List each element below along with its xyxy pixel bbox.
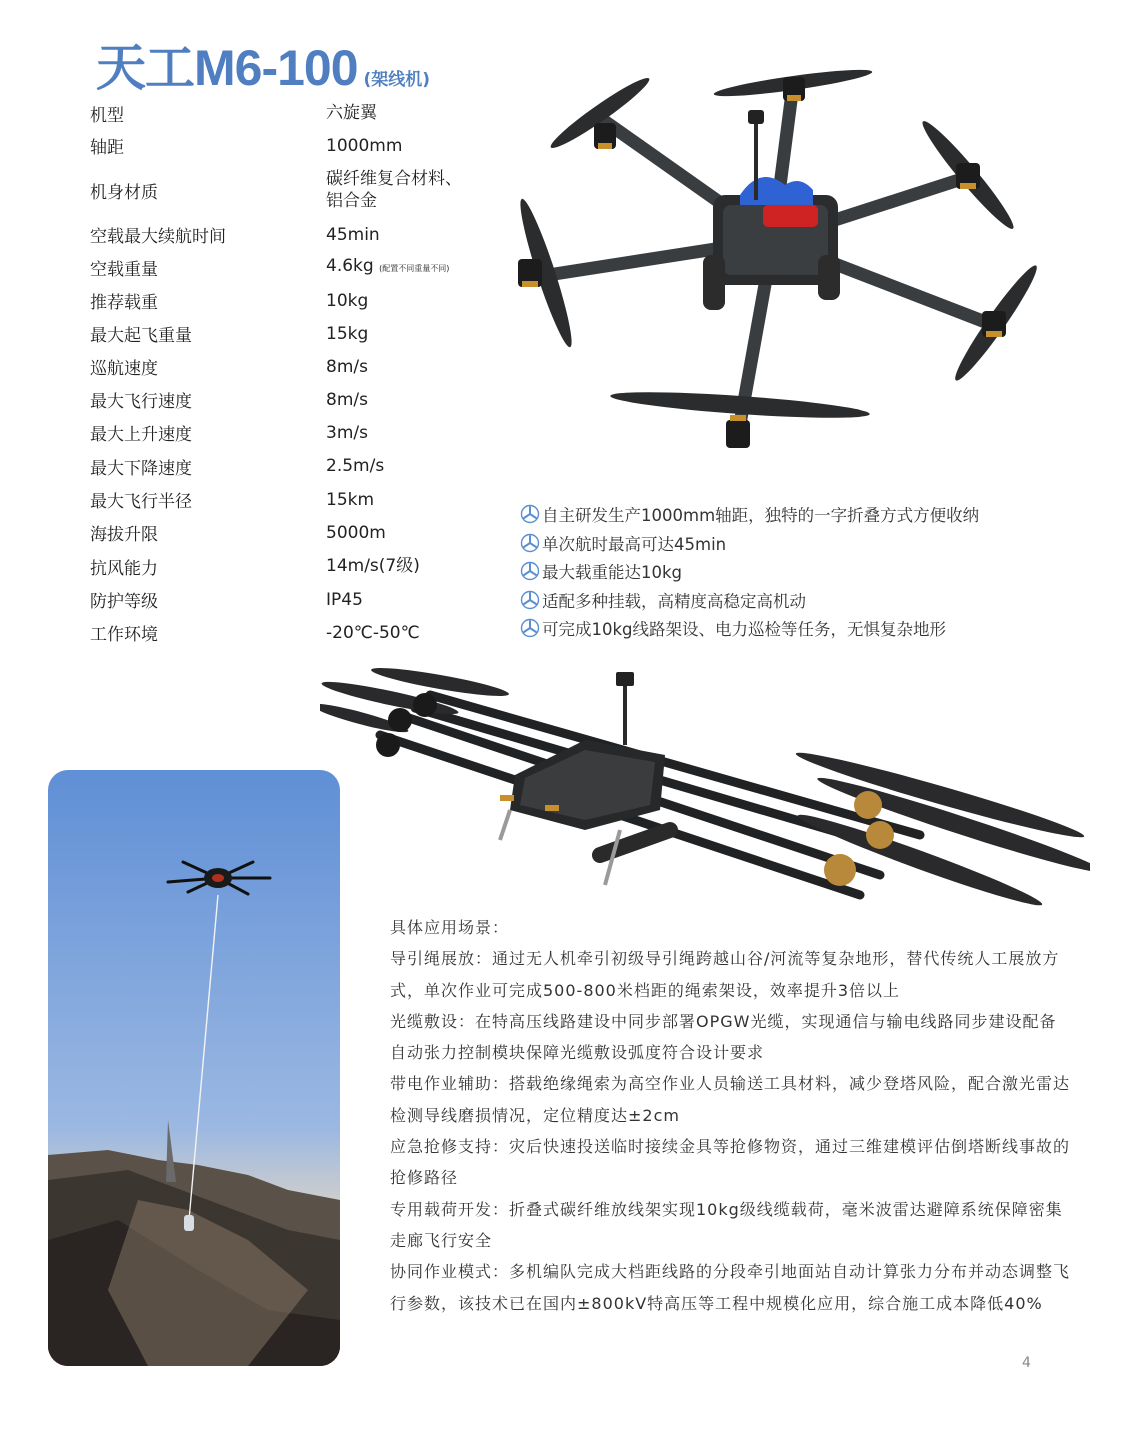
product-title <box>96 28 430 100</box>
spec-value: 8m/s <box>326 356 368 377</box>
application-scenarios <box>390 912 1070 1319</box>
spec-value: 3m/s <box>326 422 368 443</box>
spec-value: 45min <box>326 224 380 245</box>
spec-row <box>90 616 510 649</box>
spec-key: 机型 <box>90 105 124 126</box>
hexacopter-top-view-image <box>508 65 1038 465</box>
spec-row <box>90 317 510 350</box>
spec-row <box>90 350 510 383</box>
spec-row <box>90 97 510 129</box>
app-item: 应急抢修支持：灾后快速投送临时接续金具等抢修物资，通过三维建模评估倒塔断线事故的抢修路径 <box>390 1137 1071 1188</box>
feature-text: 单次航时最高可达45min <box>542 534 727 554</box>
spec-value: IP45 <box>326 589 363 610</box>
spec-key: 海拔升限 <box>90 525 158 545</box>
spec-value: 14m/s(7级) <box>326 556 420 576</box>
spec-key: 巡航速度 <box>90 359 158 379</box>
product-name: 天工M6-100 <box>96 40 358 96</box>
spec-value: 8m/s <box>326 389 368 410</box>
spec-row <box>90 251 510 284</box>
spec-row <box>90 284 510 317</box>
feature-item <box>520 614 979 643</box>
spec-row <box>90 583 510 616</box>
page-number: 4 <box>1022 1355 1031 1371</box>
spec-row <box>90 416 510 449</box>
spec-key: 抗风能力 <box>90 558 158 579</box>
spec-value: 碳纤维复合材料、铝合金 <box>326 169 462 211</box>
spec-key: 最大下降速度 <box>90 458 192 479</box>
spec-key: 空载重量 <box>90 260 158 280</box>
spec-key: 最大上升速度 <box>90 425 192 445</box>
product-subtitle: (架线机) <box>363 70 431 90</box>
spec-value: 4.6kg <box>326 256 374 276</box>
feature-text: 适配多种挂载，高精度高稳定高机动 <box>542 591 806 611</box>
spec-row <box>90 549 510 583</box>
folded-drone-side-view-image <box>320 660 1090 925</box>
feature-text: 自主研发生产1000mm轴距，独特的一字折叠方式方便收纳 <box>542 506 980 526</box>
spec-value: 10kg <box>326 290 369 311</box>
spec-row <box>90 449 510 483</box>
spec-row <box>90 516 510 549</box>
app-item: 专用载荷开发：折叠式碳纤维放线架实现10kg级线缆载荷，毫米波雷达避障系统保障密集走廊飞行安全 <box>390 1199 1063 1250</box>
feature-text: 最大载重能达10kg <box>542 563 683 583</box>
spec-key: 最大起飞重量 <box>90 326 192 346</box>
feature-item <box>520 586 979 615</box>
app-item: 导引绳展放：通过无人机牵引初级导引绳跨越山谷/河流等复杂地形，替代传统人工展放方式，单次作业可完成500-800米档距的绳索架设，效率提升3倍以上 <box>390 949 1060 1000</box>
spec-value: -20℃-50℃ <box>326 622 420 643</box>
spec-note: (配置不同重量不同) <box>379 264 450 273</box>
spec-value: 15kg <box>326 323 369 344</box>
spec-value: 2.5m/s <box>326 456 385 476</box>
app-item: 光缆敷设：在特高压线路建设中同步部署OPGW光缆，实现通信与输电线路同步建设配备自动张力控制模块保障光缆敷设弧度符合设计要求 <box>390 1011 1057 1063</box>
spec-key: 机身材质 <box>90 182 158 203</box>
feature-item <box>520 500 979 529</box>
spec-row <box>90 218 510 251</box>
spec-value: 5000m <box>326 522 386 543</box>
app-item: 带电作业辅助：搭载绝缘绳索为高空作业人员输送工具材料，减少登塔风险，配合激光雷达检测导线磨损情况，定位精度达±2cm <box>390 1074 1071 1125</box>
spec-row <box>90 483 510 516</box>
field-photo-drawing <box>48 770 340 1366</box>
feature-list <box>520 500 979 643</box>
propeller-icon <box>520 590 540 610</box>
spec-key: 轴距 <box>90 138 124 158</box>
field-operation-photo <box>48 770 340 1366</box>
propeller-icon <box>520 618 540 638</box>
spec-row <box>90 383 510 416</box>
spec-row <box>90 162 510 218</box>
spec-row <box>90 129 510 162</box>
propeller-icon <box>520 504 540 524</box>
spec-key: 最大飞行速度 <box>90 392 192 412</box>
feature-item <box>520 557 979 586</box>
spec-value: 六旋翼 <box>326 103 377 123</box>
spec-key: 最大飞行半径 <box>90 492 192 512</box>
spec-value: 1000mm <box>326 135 403 156</box>
spec-key: 防护等级 <box>90 592 158 612</box>
spec-value: 15km <box>326 489 375 510</box>
spec-key: 工作环境 <box>90 625 158 645</box>
spec-table <box>90 97 510 649</box>
apps-heading: 具体应用场景： <box>390 918 510 937</box>
propeller-icon <box>520 561 540 581</box>
feature-item <box>520 529 979 558</box>
app-item: 协同作业模式：多机编队完成大档距线路的分段牵引地面站自动计算张力分布并动态调整飞行参数，该技术已在国内±800kV特高压等工程中规模化应用，综合施工成本降低40% <box>390 1262 1071 1313</box>
spec-key: 空载最大续航时间 <box>90 227 226 247</box>
feature-text: 可完成10kg线路架设、电力巡检等任务，无惧复杂地形 <box>542 620 947 640</box>
propeller-icon <box>520 533 540 553</box>
spec-key: 推荐载重 <box>90 293 158 313</box>
